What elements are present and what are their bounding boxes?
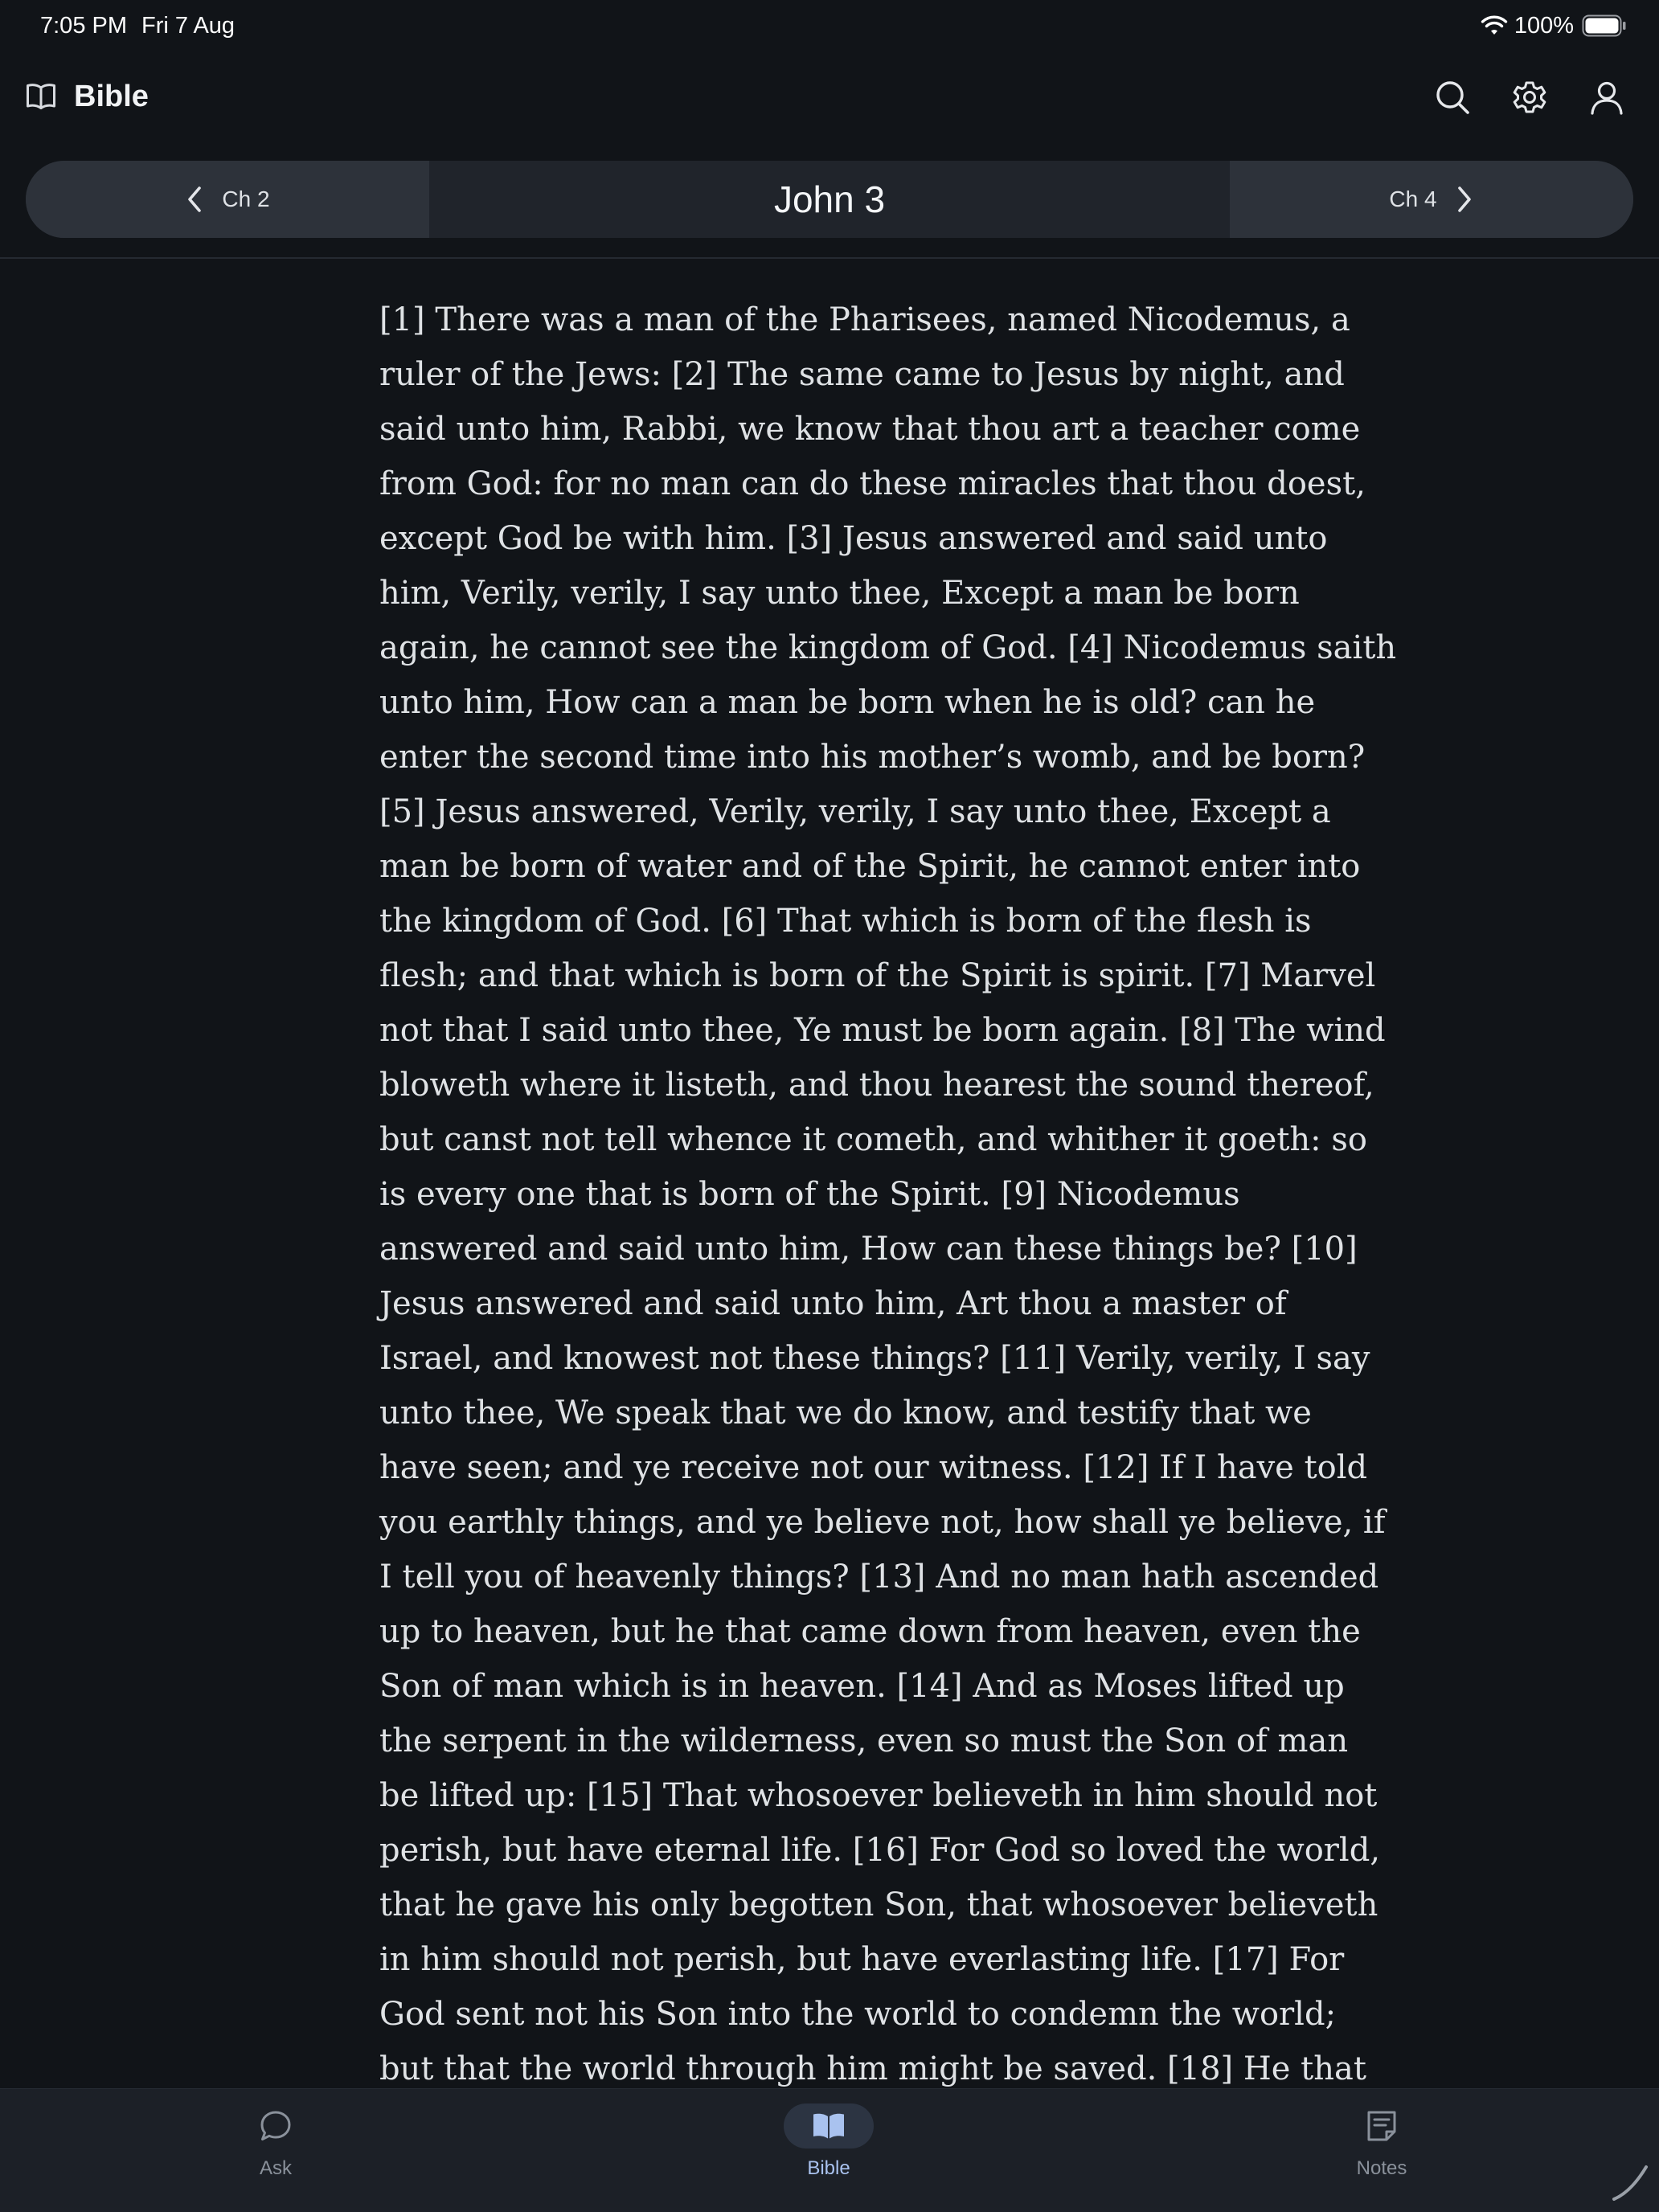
scripture-line: him, Verily, verily, I say unto thee, Except a man be born — [379, 575, 1300, 612]
resize-handle-icon — [1608, 2162, 1653, 2202]
scripture-line: in him should not perish, but have everlasting life. [17] For — [379, 1941, 1345, 1978]
wifi-icon — [1481, 15, 1508, 36]
scripture-line: the kingdom of God. [6] That which is born of the flesh is — [379, 903, 1312, 940]
tab-ask-label: Ask — [259, 2157, 292, 2179]
scripture-line: unto thee, We speak that we do know, and testify that we — [379, 1395, 1312, 1432]
scripture-line: I tell you of heavenly things? [13] And no man hath ascended — [379, 1559, 1379, 1596]
scripture-line: but that the world through him might be saved. [18] He that — [379, 2050, 1366, 2087]
scripture-line: but canst not tell whence it cometh, and whither it goeth: so — [379, 1121, 1367, 1158]
scripture-line: again, he cannot see the kingdom of God. [4] Nicodemus saith — [379, 629, 1397, 666]
open-book-icon — [811, 2108, 846, 2144]
battery-icon — [1582, 14, 1627, 37]
status-indicators — [1481, 11, 1627, 40]
chevron-right-icon — [1455, 185, 1474, 214]
settings-button[interactable] — [1508, 76, 1551, 119]
scripture-line: [5] Jesus answered, Verily, verily, I say unto thee, Except a — [379, 793, 1331, 830]
notes-icon — [1364, 2108, 1399, 2144]
status-time: 7:05 PM — [40, 13, 127, 39]
gear-icon — [1511, 79, 1548, 116]
chapter-title: John 3 — [773, 178, 886, 220]
chapter-navigation — [26, 161, 1633, 238]
tab-notes-label: Notes — [1356, 2157, 1407, 2179]
scripture-line: ruler of the Jews: [2] The same came to Jesus by night, and — [379, 356, 1345, 393]
scripture-text — [379, 293, 1397, 2096]
chat-bubble-icon — [258, 2108, 293, 2144]
search-icon — [1434, 79, 1471, 116]
account-button[interactable] — [1585, 76, 1628, 119]
book-icon — [26, 82, 56, 111]
tab-ask-icon-wrap — [231, 2103, 321, 2149]
bottom-tab-bar — [0, 2088, 1659, 2212]
battery-percentage: 100% — [1514, 12, 1574, 39]
status-date: Fri 7 Aug — [141, 13, 236, 39]
previous-chapter-button[interactable] — [26, 161, 429, 238]
scripture-line: man be born of water and of the Spirit, he cannot enter into — [379, 848, 1361, 885]
status-bar — [0, 0, 1659, 51]
scripture-line: up to heaven, but he that came down from heaven, even the — [379, 1613, 1361, 1650]
tab-bible-label: Bible — [807, 2157, 850, 2179]
scripture-line: be lifted up: [15] That whosoever believeth in him should not — [379, 1777, 1378, 1814]
scripture-line: that he gave his only begotten Son, that whosoever believeth — [379, 1886, 1378, 1923]
scripture-line: said unto him, Rabbi, we know that thou art a teacher come — [379, 411, 1361, 448]
tab-notes-icon-wrap — [1337, 2103, 1427, 2149]
scripture-line: perish, but have eternal life. [16] For God so loved the world, — [379, 1832, 1381, 1869]
scripture-line: [1] There was a man of the Pharisees, named Nicodemus, a — [379, 301, 1350, 338]
scripture-line: God sent not his Son into the world to condemn the world; — [379, 1996, 1337, 2033]
next-chapter-label: Ch 4 — [1389, 186, 1437, 211]
scripture-line: Son of man which is in heaven. [14] And as Moses lifted up — [379, 1668, 1345, 1705]
scripture-line: flesh; and that which is born of the Spirit is spirit. [7] Marvel — [379, 957, 1376, 994]
scripture-line: enter the second time into his mother’s womb, and be born? — [379, 739, 1366, 776]
scripture-line: not that I said unto thee, Ye must be born again. [8] The wind — [379, 1012, 1386, 1049]
scripture-line: the serpent in the wilderness, even so must the Son of man — [379, 1722, 1349, 1759]
search-button[interactable] — [1431, 76, 1474, 119]
current-chapter[interactable] — [429, 161, 1230, 238]
scripture-line: unto him, How can a man be born when he is old? can he — [379, 684, 1316, 721]
next-chapter-button[interactable] — [1230, 161, 1633, 238]
scripture-line: answered and said unto him, How can these things be? [10] — [379, 1231, 1358, 1268]
scripture-line: Israel, and knowest not these things? [11] Verily, verily, I say — [379, 1340, 1370, 1377]
previous-chapter-label: Ch 2 — [222, 186, 270, 211]
scripture-line: is every one that is born of the Spirit. [9] Nicodemus — [379, 1176, 1240, 1213]
scripture-line: Jesus answered and said unto him, Art thou a master of — [379, 1285, 1287, 1322]
scripture-line: from God: for no man can do these miracles that thou doest, — [379, 465, 1366, 502]
app-title: Bible — [74, 80, 149, 113]
app-header — [0, 68, 1659, 125]
chevron-left-icon — [185, 185, 204, 214]
scripture-line: you earthly things, and ye believe not, how shall ye believe, if — [379, 1504, 1386, 1541]
tab-bible[interactable] — [748, 2103, 909, 2192]
tab-bible-icon-wrap — [784, 2103, 874, 2149]
scripture-line: except God be with him. [3] Jesus answered and said unto — [379, 520, 1328, 557]
scripture-line: have seen; and ye receive not our witness. [12] If I have told — [379, 1449, 1368, 1486]
scripture-line: bloweth where it listeth, and thou hearest the sound thereof, — [379, 1067, 1374, 1104]
tab-notes[interactable] — [1301, 2103, 1462, 2192]
person-icon — [1588, 79, 1625, 116]
header-divider — [0, 257, 1659, 259]
tab-ask[interactable] — [195, 2103, 356, 2192]
